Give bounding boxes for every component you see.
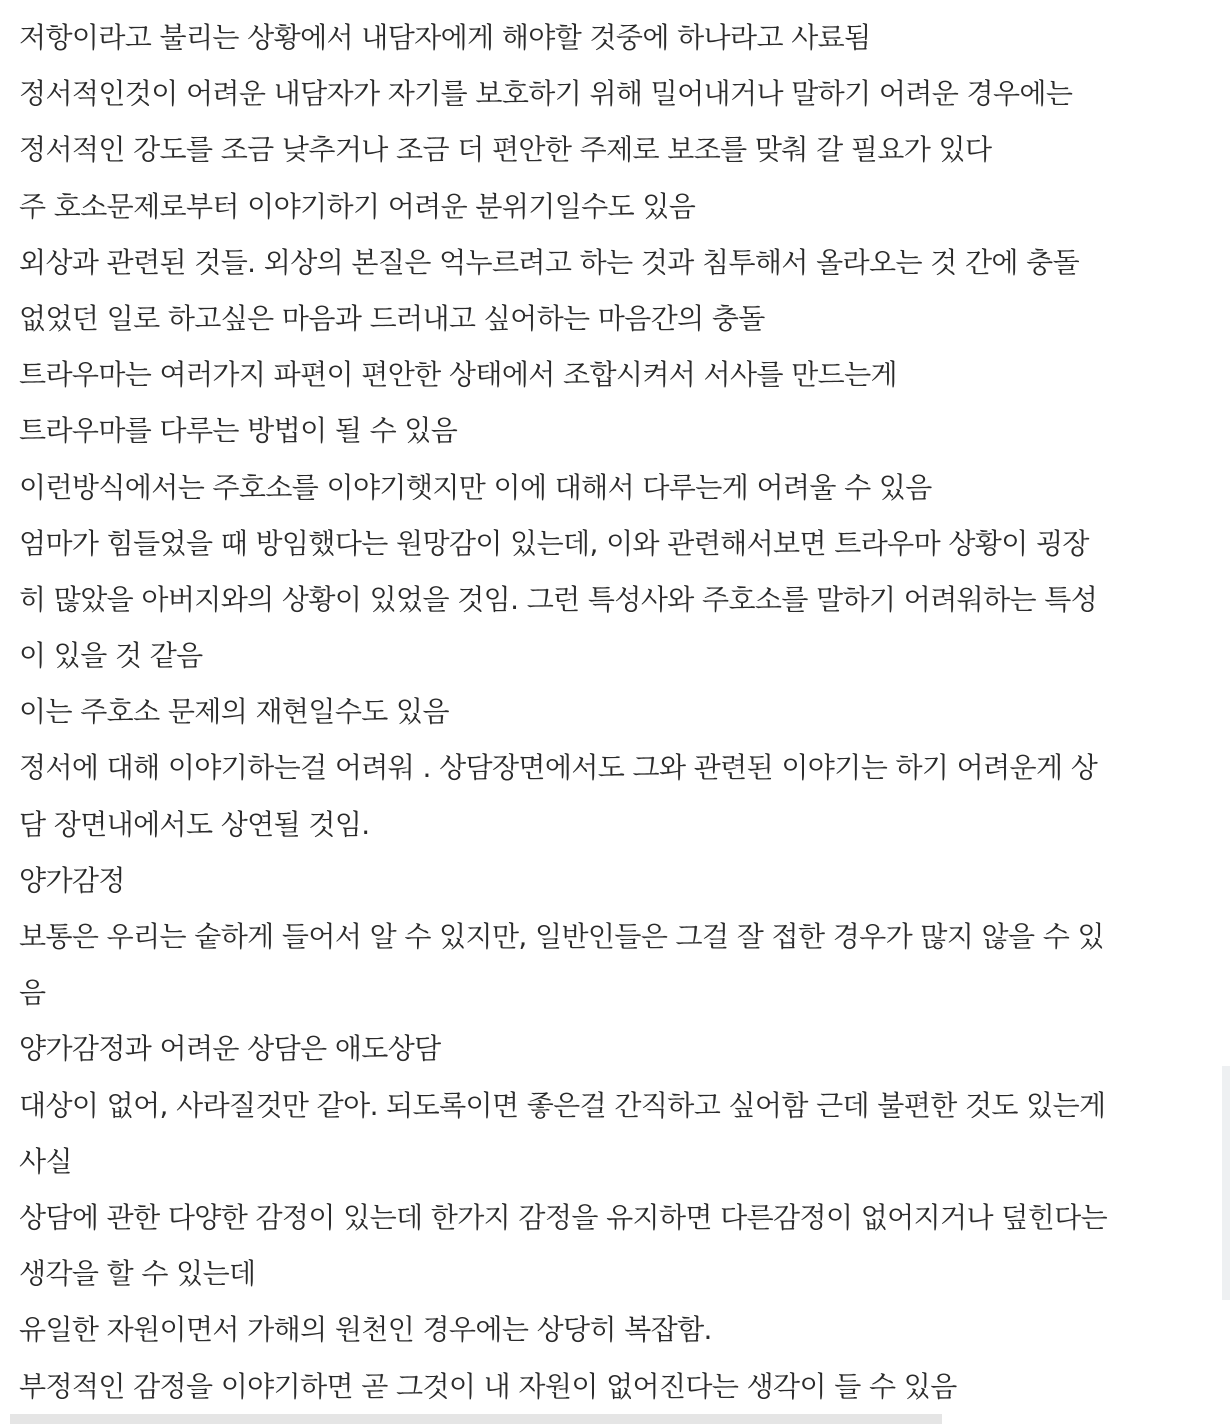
text-line: 양가감정	[19, 863, 125, 897]
text-line: 양가감정과 어려운 상담은 애도상담	[19, 1032, 441, 1066]
text-line: 정서에 대해 이야기하는걸 어려워 . 상담장면에서도 그와 관련된 이야기는 하기 어려운게 상	[19, 751, 1098, 785]
text-line: 정서적인것이 어려운 내담자가 자기를 보호하기 위해 밀어내거나 말하기 어려운 경우에는	[19, 77, 1073, 111]
text-line: 히 많았을 아버지와의 상황이 있었을 것임. 그런 특성사와 주호소를 말하기 어려워하는 특성	[19, 582, 1098, 616]
text-line: 생각을 할 수 있는데	[19, 1257, 256, 1291]
text-line: 외상과 관련된 것들. 외상의 본질은 억누르려고 하는 것과 침투해서 올라오는 것 간에 충돌	[19, 245, 1080, 279]
text-line: 트라우마를 다루는 방법이 될 수 있음	[19, 414, 458, 448]
text-line: 대상이 없어, 사라질것만 같아. 되도록이면 좋은걸 간직하고 싶어함 근데 불편한 것도 있는게	[19, 1088, 1106, 1122]
text-line: 주 호소문제로부터 이야기하기 어려운 분위기일수도 있음	[19, 189, 696, 223]
text-line: 저항이라고 불리는 상황에서 내담자에게 해야할 것중에 하나라고 사료됨	[19, 21, 871, 54]
text-line: 이는 주호소 문제의 재현일수도 있음	[19, 695, 449, 729]
document-body	[19, 10, 1189, 1415]
text-line: 없었던 일로 하고싶은 마음과 드러내고 싶어하는 마음간의 충돌	[19, 301, 765, 335]
text-line: 사실	[19, 1144, 72, 1178]
text-line: 음	[19, 976, 46, 1010]
text-line: 정서적인 강도를 조금 낮추거나 조금 더 편안한 주제로 보조를 맞춰 갈 필요가 있다	[19, 133, 992, 167]
horizontal-scrollbar[interactable]	[10, 1414, 942, 1424]
text-line: 엄마가 힘들었을 때 방임했다는 원망감이 있는데, 이와 관련해서보면 트라우마 상황이 굉장	[19, 526, 1089, 560]
text-line: 이 있을 것 같음	[19, 639, 203, 673]
text-line: 유일한 자원이면서 가해의 원천인 경우에는 상당히 복잡함.	[19, 1313, 712, 1347]
text-line: 보통은 우리는 숱하게 들어서 알 수 있지만, 일반인들은 그걸 잘 접한 경우가 많지 않을 수 있	[19, 920, 1104, 953]
text-line: 트라우마는 여러가지 파편이 편안한 상태에서 조합시켜서 서사를 만드는게	[19, 358, 897, 392]
text-line: 상담에 관한 다양한 감정이 있는데 한가지 감정을 유지하면 다른감정이 없어지거나 덮힌다는	[19, 1200, 1108, 1234]
text-line: 이런방식에서는 주호소를 이야기햇지만 이에 대해서 다루는게 어려울 수 있음	[19, 470, 932, 504]
vertical-scrollbar[interactable]	[1222, 1066, 1230, 1300]
text-line: 부정적인 감정을 이야기하면 곧 그것이 내 자원이 없어진다는 생각이 들 수 있음	[19, 1369, 957, 1403]
text-line: 담 장면내에서도 상연될 것임.	[19, 807, 370, 841]
